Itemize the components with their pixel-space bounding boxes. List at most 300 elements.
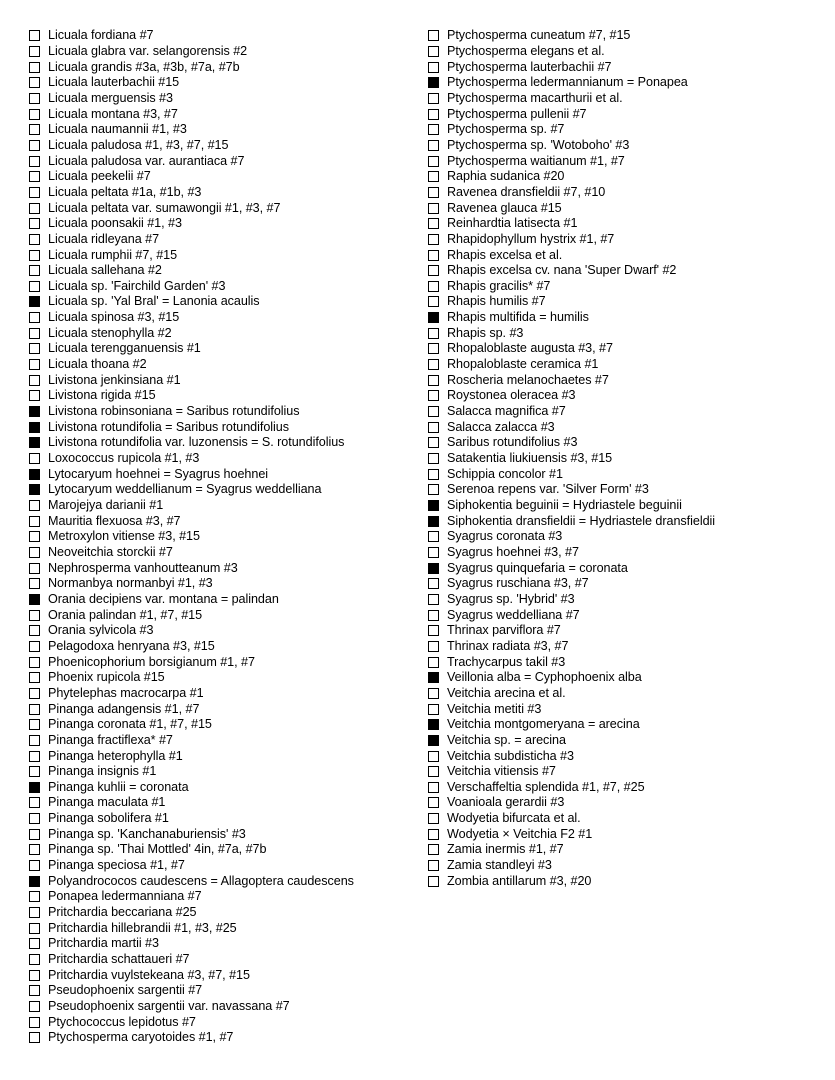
checklist-item-label: Siphokentia dransfieldii = Hydriastele dransfieldii xyxy=(447,513,716,528)
empty-checkbox xyxy=(29,390,40,401)
checklist-item xyxy=(29,498,419,514)
checklist-item-label: Ptychosperma ledermannianum = Ponapea xyxy=(447,75,688,90)
checklist-item xyxy=(29,451,419,467)
empty-checkbox xyxy=(428,390,439,401)
checklist-item-label: Rhapis excelsa cv. nana 'Super Dwarf' #2 xyxy=(447,263,677,278)
checklist-item xyxy=(29,889,419,905)
checklist-item xyxy=(29,263,419,279)
checklist-item xyxy=(29,936,419,952)
empty-checkbox xyxy=(428,704,439,715)
checklist-item-label: Syagrus weddelliana #7 xyxy=(447,607,580,622)
checklist-item xyxy=(428,623,828,639)
checklist-item-label: Licuala glabra var. selangorensis #2 xyxy=(48,43,248,58)
checklist-item-label: Rhopaloblaste augusta #3, #7 xyxy=(447,341,613,356)
checklist-item xyxy=(29,466,419,482)
checklist-item xyxy=(29,372,419,388)
empty-checkbox xyxy=(428,422,439,433)
checklist-item xyxy=(29,294,419,310)
checklist-item-label: Pseudophoenix sargentii #7 xyxy=(48,983,203,998)
checklist-item xyxy=(428,216,828,232)
checklist-item-label: Pinanga fractiflexa* #7 xyxy=(48,732,173,747)
checklist-item xyxy=(428,435,828,451)
empty-checkbox xyxy=(428,265,439,276)
checklist-item xyxy=(428,325,828,341)
filled-checkbox xyxy=(428,672,439,683)
empty-checkbox xyxy=(428,657,439,668)
empty-checkbox xyxy=(29,672,40,683)
filled-checkbox xyxy=(428,516,439,527)
checklist-item-label: Licuala stenophylla #2 xyxy=(48,325,172,340)
empty-checkbox xyxy=(428,641,439,652)
checklist-item-label: Salacca zalacca #3 xyxy=(447,419,555,434)
empty-checkbox xyxy=(29,250,40,261)
checklist-item xyxy=(428,576,828,592)
checklist-item xyxy=(428,607,828,623)
empty-checkbox xyxy=(29,328,40,339)
checklist-item xyxy=(29,920,419,936)
checklist-item-label: Ptychosperma sp. #7 xyxy=(447,122,565,137)
empty-checkbox xyxy=(29,938,40,949)
checklist-item-label: Livistona rotundifolia = Saribus rotundifolius xyxy=(48,419,289,434)
checklist-item-label: Zamia inermis #1, #7 xyxy=(447,842,564,857)
checklist-item-label: Loxococcus rupicola #1, #3 xyxy=(48,451,200,466)
checklist-item xyxy=(428,795,828,811)
checklist-item-label: Livistona jenkinsiana #1 xyxy=(48,372,181,387)
empty-checkbox xyxy=(428,688,439,699)
checklist-item-label: Syagrus sp. 'Hybrid' #3 xyxy=(447,591,575,606)
checklist-item xyxy=(428,138,828,154)
filled-checkbox xyxy=(428,500,439,511)
checklist-item xyxy=(428,826,828,842)
checklist-item xyxy=(428,466,828,482)
checklist-item xyxy=(29,1030,419,1046)
checklist-item xyxy=(428,733,828,749)
checklist-item xyxy=(428,372,828,388)
empty-checkbox xyxy=(428,406,439,417)
checklist-item xyxy=(29,185,419,201)
checklist-item xyxy=(29,560,419,576)
checklist-item-label: Nephrosperma vanhoutteanum #3 xyxy=(48,560,238,575)
empty-checkbox xyxy=(29,891,40,902)
checklist-item xyxy=(428,451,828,467)
empty-checkbox xyxy=(29,62,40,73)
checklist-item-label: Pritchardia vuylstekeana #3, #7, #15 xyxy=(48,967,250,982)
checklist-item-label: Pritchardia schattaueri #7 xyxy=(48,952,190,967)
checklist-item xyxy=(29,764,419,780)
checklist-item-label: Licuala spinosa #3, #15 xyxy=(48,310,180,325)
checklist-item xyxy=(428,748,828,764)
checklist-item-label: Phytelephas macrocarpa #1 xyxy=(48,685,204,700)
checklist-item xyxy=(29,529,419,545)
empty-checkbox xyxy=(29,657,40,668)
checklist-item-label: Voanioala gerardii #3 xyxy=(447,795,565,810)
empty-checkbox xyxy=(428,296,439,307)
checklist-item xyxy=(29,780,419,796)
checklist-item-label: Livistona rigida #15 xyxy=(48,388,156,403)
checklist-item xyxy=(29,983,419,999)
checklist-item xyxy=(29,357,419,373)
empty-checkbox xyxy=(29,531,40,542)
checklist-item xyxy=(428,858,828,874)
checklist-item xyxy=(428,357,828,373)
checklist-item-label: Saribus rotundifolius #3 xyxy=(447,435,578,450)
checklist-item xyxy=(428,106,828,122)
checklist-item-label: Lytocaryum weddellianum = Syagrus weddelliana xyxy=(48,482,322,497)
filled-checkbox xyxy=(29,782,40,793)
checklist-item-label: Syagrus coronata #3 xyxy=(447,529,563,544)
checklist-item-label: Thrinax radiata #3, #7 xyxy=(447,638,569,653)
checklist-item-label: Pinanga adangensis #1, #7 xyxy=(48,701,200,716)
checklist-item-label: Verschaffeltia splendida #1, #7, #25 xyxy=(447,779,645,794)
empty-checkbox xyxy=(428,437,439,448)
checklist-item xyxy=(29,44,419,60)
checklist-item-label: Veitchia subdisticha #3 xyxy=(447,748,574,763)
checklist-item xyxy=(29,247,419,263)
checklist-item xyxy=(428,701,828,717)
checklist-item xyxy=(428,780,828,796)
empty-checkbox xyxy=(29,156,40,167)
checklist-item-label: Zombia antillarum #3, #20 xyxy=(447,873,592,888)
checklist-item-label: Pinanga speciosa #1, #7 xyxy=(48,858,185,873)
checklist-item-label: Pinanga kuhlii = coronata xyxy=(48,779,189,794)
checklist-item-label: Satakentia liukiuensis #3, #15 xyxy=(447,451,613,466)
checklist-item xyxy=(428,717,828,733)
checklist-item-label: Licuala terengganuensis #1 xyxy=(48,341,201,356)
empty-checkbox xyxy=(29,578,40,589)
filled-checkbox xyxy=(428,312,439,323)
checklist-item xyxy=(29,733,419,749)
checklist-item-label: Rhopaloblaste ceramica #1 xyxy=(447,357,599,372)
checklist-item-label: Licuala thoana #2 xyxy=(48,357,147,372)
checklist-item xyxy=(29,106,419,122)
checklist-item-label: Pinanga sobolifera #1 xyxy=(48,811,169,826)
checklist-item-label: Pritchardia hillebrandii #1, #3, #25 xyxy=(48,920,237,935)
checklist-item-label: Veillonia alba = Cyphophoenix alba xyxy=(447,670,642,685)
empty-checkbox xyxy=(428,203,439,214)
empty-checkbox xyxy=(29,1001,40,1012)
checklist-item-label: Livistona rotundifolia var. luzonensis = S. rotundifolius xyxy=(48,435,345,450)
checklist-item xyxy=(428,592,828,608)
checklist-item-label: Thrinax parviflora #7 xyxy=(447,623,561,638)
checklist-item xyxy=(29,341,419,357)
checklist-item xyxy=(29,325,419,341)
empty-checkbox xyxy=(428,109,439,120)
checklist-item xyxy=(29,513,419,529)
checklist-item xyxy=(29,404,419,420)
empty-checkbox xyxy=(428,343,439,354)
checklist-item xyxy=(428,764,828,780)
checklist-item xyxy=(428,811,828,827)
empty-checkbox xyxy=(29,1032,40,1043)
empty-checkbox xyxy=(29,203,40,214)
checklist-item xyxy=(29,639,419,655)
checklist-item-label: Roystonea oleracea #3 xyxy=(447,388,576,403)
checklist-item-label: Licuala peekelii #7 xyxy=(48,169,151,184)
empty-checkbox xyxy=(29,563,40,574)
checklist-item-label: Pinanga insignis #1 xyxy=(48,764,157,779)
checklist-item xyxy=(428,529,828,545)
empty-checkbox xyxy=(428,156,439,167)
empty-checkbox xyxy=(29,625,40,636)
empty-checkbox xyxy=(29,218,40,229)
checklist-item-label: Ptychosperma waitianum #1, #7 xyxy=(447,153,625,168)
empty-checkbox xyxy=(29,688,40,699)
checklist-item xyxy=(428,545,828,561)
checklist-item-label: Licuala fordiana #7 xyxy=(48,28,154,43)
checklist-item xyxy=(29,670,419,686)
empty-checkbox xyxy=(428,187,439,198)
empty-checkbox xyxy=(428,171,439,182)
empty-checkbox xyxy=(29,124,40,135)
checklist-item xyxy=(29,607,419,623)
checklist-item xyxy=(29,153,419,169)
checklist-item-label: Pinanga sp. 'Thai Mottled' 4in, #7a, #7b xyxy=(48,842,267,857)
checklist-item xyxy=(29,200,419,216)
checklist-item-label: Rhapis humilis #7 xyxy=(447,294,546,309)
checklist-item-label: Pinanga coronata #1, #7, #15 xyxy=(48,717,212,732)
checklist-item xyxy=(428,341,828,357)
empty-checkbox xyxy=(428,484,439,495)
checklist-item xyxy=(29,216,419,232)
checklist-item-label: Raphia sudanica #20 xyxy=(447,169,565,184)
checklist-item xyxy=(29,138,419,154)
checklist-item xyxy=(29,952,419,968)
checklist-item xyxy=(428,639,828,655)
empty-checkbox xyxy=(29,970,40,981)
checklist-item xyxy=(29,75,419,91)
empty-checkbox xyxy=(29,93,40,104)
empty-checkbox xyxy=(428,234,439,245)
empty-checkbox xyxy=(428,782,439,793)
checklist-item-label: Serenoa repens var. 'Silver Form' #3 xyxy=(447,482,649,497)
checklist-item-label: Rhapis multifida = humilis xyxy=(447,310,589,325)
checklist-item-label: Phoenicophorium borsigianum #1, #7 xyxy=(48,654,255,669)
empty-checkbox xyxy=(29,719,40,730)
checklist-item-label: Pinanga sp. 'Kanchanaburiensis' #3 xyxy=(48,826,246,841)
checklist-item xyxy=(428,59,828,75)
checklist-item-label: Pinanga maculata #1 xyxy=(48,795,166,810)
empty-checkbox xyxy=(29,751,40,762)
checklist-item-label: Lytocaryum hoehnei = Syagrus hoehnei xyxy=(48,466,269,481)
checklist-item-label: Wodyetia bifurcata et al. xyxy=(447,811,581,826)
filled-checkbox xyxy=(428,719,439,730)
checklist-item-label: Licuala sp. 'Yal Bral' = Lanonia acaulis xyxy=(48,294,260,309)
checklist-item-label: Pseudophoenix sargentii var. navassana #7 xyxy=(48,999,290,1014)
checklist-item-label: Licuala peltata var. sumawongii #1, #3, #7 xyxy=(48,200,281,215)
empty-checkbox xyxy=(29,923,40,934)
checklist-item-label: Syagrus hoehnei #3, #7 xyxy=(447,544,579,559)
checklist-item-label: Veitchia metiti #3 xyxy=(447,701,542,716)
checklist-item xyxy=(29,435,419,451)
filled-checkbox xyxy=(29,594,40,605)
empty-checkbox xyxy=(29,797,40,808)
checklist-item-label: Licuala sallehana #2 xyxy=(48,263,162,278)
checklist-item-label: Marojejya darianii #1 xyxy=(48,498,164,513)
checklist-item-label: Roscheria melanochaetes #7 xyxy=(447,372,609,387)
checklist-item-label: Veitchia vitiensis #7 xyxy=(447,764,556,779)
checklist-item xyxy=(428,482,828,498)
empty-checkbox xyxy=(428,797,439,808)
checklist-item xyxy=(428,310,828,326)
checklist-column-left xyxy=(29,28,419,1046)
checklist-item-label: Ravenea dransfieldii #7, #10 xyxy=(447,184,606,199)
checklist-item-label: Siphokentia beguinii = Hydriastele beguinii xyxy=(447,498,682,513)
empty-checkbox xyxy=(428,766,439,777)
checklist-item xyxy=(428,44,828,60)
checklist-item xyxy=(29,279,419,295)
filled-checkbox xyxy=(29,406,40,417)
checklist-item-label: Wodyetia × Veitchia F2 #1 xyxy=(447,826,593,841)
empty-checkbox xyxy=(428,359,439,370)
empty-checkbox xyxy=(428,610,439,621)
empty-checkbox xyxy=(29,704,40,715)
checklist-item-label: Reinhardtia latisecta #1 xyxy=(447,216,578,231)
empty-checkbox xyxy=(428,218,439,229)
checklist-item xyxy=(29,999,419,1015)
empty-checkbox xyxy=(29,547,40,558)
empty-checkbox xyxy=(29,77,40,88)
checklist-item xyxy=(428,686,828,702)
empty-checkbox xyxy=(428,751,439,762)
checklist-item xyxy=(29,717,419,733)
checklist-item xyxy=(428,560,828,576)
checklist-item xyxy=(428,670,828,686)
checklist-item xyxy=(29,967,419,983)
checklist-item-label: Licuala rumphii #7, #15 xyxy=(48,247,178,262)
checklist-item xyxy=(428,247,828,263)
empty-checkbox xyxy=(428,469,439,480)
checklist-item xyxy=(428,279,828,295)
checklist-item-label: Schippia concolor #1 xyxy=(447,466,563,481)
empty-checkbox xyxy=(29,312,40,323)
checklist-item-label: Licuala naumannii #1, #3 xyxy=(48,122,187,137)
checklist-item-label: Ptychosperma pullenii #7 xyxy=(447,106,587,121)
checklist-item-label: Zamia standleyi #3 xyxy=(447,858,552,873)
empty-checkbox xyxy=(428,93,439,104)
checklist-item xyxy=(29,623,419,639)
checklist-item-label: Rhapis excelsa et al. xyxy=(447,247,563,262)
checklist-column-right xyxy=(428,28,828,889)
checklist-item xyxy=(428,513,828,529)
checklist-item-label: Ptychosperma macarthurii et al. xyxy=(447,90,623,105)
checklist-item xyxy=(29,748,419,764)
empty-checkbox xyxy=(428,124,439,135)
checklist-item xyxy=(428,91,828,107)
empty-checkbox xyxy=(29,860,40,871)
empty-checkbox xyxy=(428,829,439,840)
checklist-item-label: Ptychosperma sp. 'Wotoboho' #3 xyxy=(447,137,630,152)
empty-checkbox xyxy=(29,109,40,120)
checklist-item-label: Orania sylvicola #3 xyxy=(48,623,154,638)
empty-checkbox xyxy=(428,547,439,558)
empty-checkbox xyxy=(29,735,40,746)
checklist-item xyxy=(29,701,419,717)
checklist-item xyxy=(29,122,419,138)
empty-checkbox xyxy=(29,844,40,855)
checklist-item-label: Ptychosperma elegans et al. xyxy=(447,43,605,58)
empty-checkbox xyxy=(29,829,40,840)
checklist-item-label: Ptychococcus lepidotus #7 xyxy=(48,1014,196,1029)
filled-checkbox xyxy=(428,563,439,574)
empty-checkbox xyxy=(428,860,439,871)
checklist-item xyxy=(29,654,419,670)
checklist-item-label: Livistona robinsoniana = Saribus rotundifolius xyxy=(48,404,300,419)
empty-checkbox xyxy=(29,813,40,824)
checklist-item-label: Veitchia sp. = arecina xyxy=(447,732,566,747)
checklist-item-label: Rhapis sp. #3 xyxy=(447,325,524,340)
empty-checkbox xyxy=(428,813,439,824)
empty-checkbox xyxy=(428,140,439,151)
checklist-item-label: Metroxylon vitiense #3, #15 xyxy=(48,529,200,544)
checklist-item xyxy=(29,1014,419,1030)
checklist-item-label: Syagrus ruschiana #3, #7 xyxy=(447,576,589,591)
checklist-item xyxy=(29,858,419,874)
empty-checkbox xyxy=(29,187,40,198)
filled-checkbox xyxy=(29,876,40,887)
checklist-item xyxy=(29,873,419,889)
empty-checkbox xyxy=(29,359,40,370)
checklist-item xyxy=(29,592,419,608)
empty-checkbox xyxy=(29,610,40,621)
checklist-item xyxy=(428,654,828,670)
checklist-item-label: Polyandrococos caudescens = Allagoptera caudescens xyxy=(48,873,354,888)
empty-checkbox xyxy=(428,876,439,887)
checklist-item-label: Pritchardia beccariana #25 xyxy=(48,905,197,920)
checklist-item xyxy=(428,122,828,138)
checklist-item-label: Licuala ridleyana #7 xyxy=(48,231,160,246)
checklist-item-label: Orania palindan #1, #7, #15 xyxy=(48,607,203,622)
checklist-item-label: Orania decipiens var. montana = palindan xyxy=(48,591,279,606)
empty-checkbox xyxy=(29,985,40,996)
checklist-item-label: Licuala paludosa var. aurantiaca #7 xyxy=(48,153,245,168)
empty-checkbox xyxy=(29,30,40,41)
checklist-item-label: Veitchia arecina et al. xyxy=(447,685,566,700)
checklist-item xyxy=(428,263,828,279)
checklist-item xyxy=(29,842,419,858)
filled-checkbox xyxy=(29,422,40,433)
checklist-item xyxy=(428,842,828,858)
checklist-item xyxy=(428,873,828,889)
checklist-item-label: Normanbya normanbyi #1, #3 xyxy=(48,576,213,591)
checklist-item xyxy=(428,388,828,404)
empty-checkbox xyxy=(29,234,40,245)
empty-checkbox xyxy=(29,265,40,276)
empty-checkbox xyxy=(428,531,439,542)
checklist-item xyxy=(29,91,419,107)
empty-checkbox xyxy=(29,766,40,777)
checklist-item-label: Ravenea glauca #15 xyxy=(447,200,562,215)
empty-checkbox xyxy=(428,375,439,386)
filled-checkbox xyxy=(29,469,40,480)
checklist-item-label: Rhapis gracilis* #7 xyxy=(447,278,551,293)
empty-checkbox xyxy=(428,625,439,636)
checklist-item xyxy=(428,200,828,216)
checklist-item xyxy=(29,826,419,842)
checklist-item-label: Pritchardia martii #3 xyxy=(48,936,159,951)
filled-checkbox xyxy=(29,484,40,495)
empty-checkbox xyxy=(29,46,40,57)
checklist-item xyxy=(29,686,419,702)
empty-checkbox xyxy=(29,171,40,182)
checklist-item xyxy=(29,388,419,404)
filled-checkbox xyxy=(29,296,40,307)
filled-checkbox xyxy=(428,77,439,88)
empty-checkbox xyxy=(428,578,439,589)
empty-checkbox xyxy=(428,62,439,73)
checklist-item-label: Ptychosperma lauterbachii #7 xyxy=(447,59,612,74)
checklist-item xyxy=(29,795,419,811)
empty-checkbox xyxy=(428,281,439,292)
